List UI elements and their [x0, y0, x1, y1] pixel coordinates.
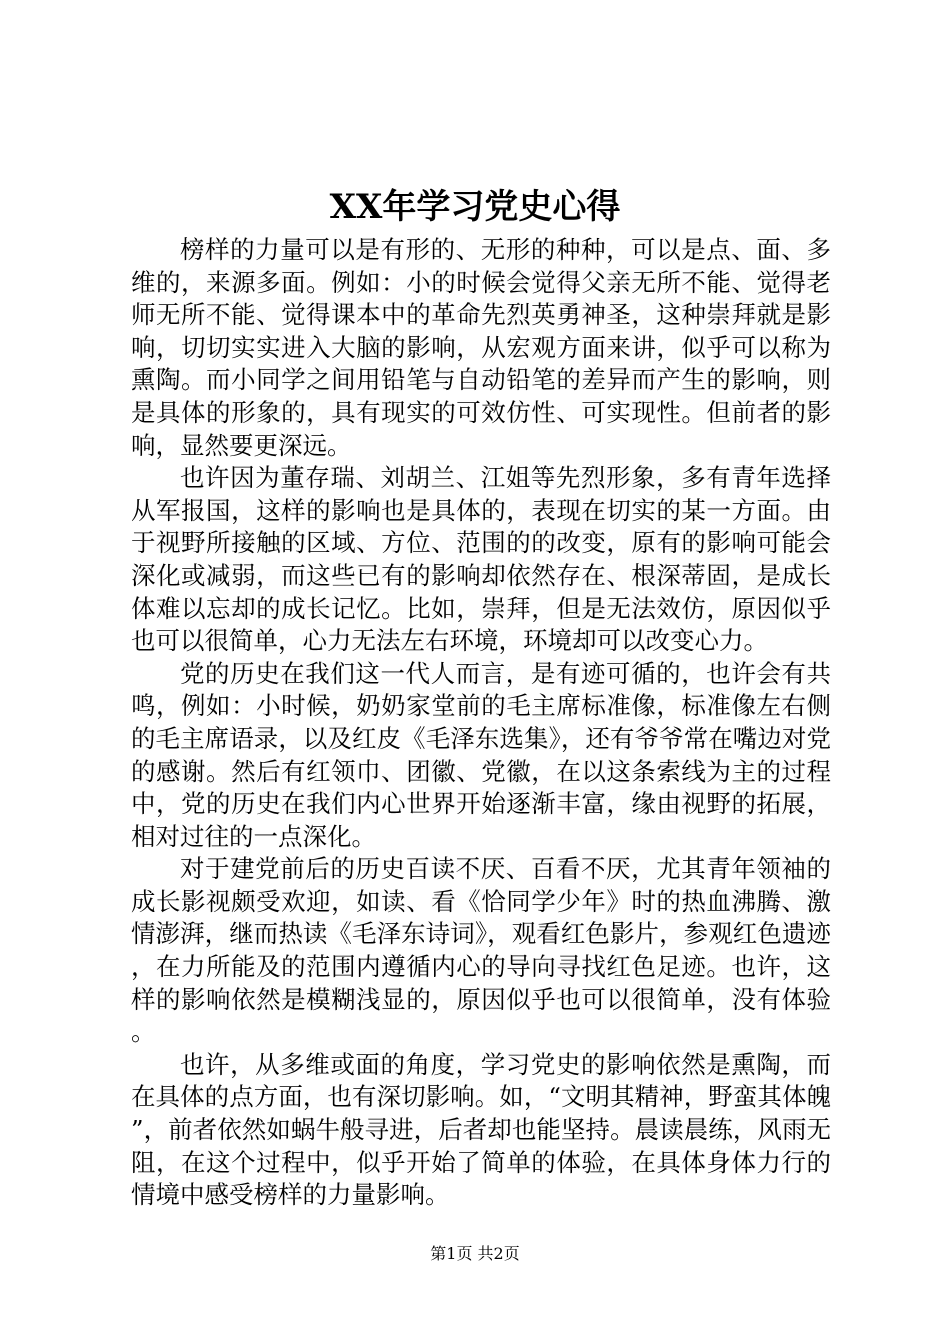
paragraph-5: 也许，从多维或面的角度，学习党史的影响依然是熏陶，而在具体的点方面，也有深切影响。如，“文明其精神，野蛮其体魄”，前者依然如蜗牛般寻进，后者却也能坚持。晨读晨练，风雨无阻，在这个过程中，似乎开始了简单的体验，在具体身体力行的情境中感受榜样的力量影响。 — [131, 1049, 831, 1210]
page-footer: 第1页 共2页 — [430, 1244, 520, 1263]
paragraph-4: 对于建党前后的历史百读不厌、百看不厌，尤其青年领袖的成长影视颇受欢迎，如读、看《恰同学少年》时的热血沸腾、激情澎湃，继而热读《毛泽东诗词》，观看红色影片，参观红色遗迹，在力所能及的范围内遵循内心的导向寻找红色足迹。也许，这样的影响依然是模糊浅显的，原因似乎也可以很简单，没有体验。 — [131, 854, 831, 1047]
paragraph-2: 也许因为董存瑞、刘胡兰、江姐等先烈形象，多有青年选择从军报国，这样的影响也是具体的，表现在切实的某一方面。由于视野所接触的区域、方位、范围的的改变，原有的影响可能会深化或减弱，而这些已有的影响却依然存在、根深蒂固，是成长体难以忘却的成长记忆。比如，崇拜，但是无法效仿，原因似乎也可以很简单，心力无法左右环境，环境却可以改变心力。 — [131, 463, 831, 656]
paragraph-3: 党的历史在我们这一代人而言，是有迹可循的，也许会有共鸣，例如：小时候，奶奶家堂前的毛主席标准像，标准像左右侧的毛主席语录，以及红皮《毛泽东选集》，还有爷爷常在嘴边对党的感谢。然后有红领巾、团徽、党徽，在以这条索线为主的过程中，党的历史在我们内心世界开始逐渐丰富，缘由视野的拓展，相对过往的一点深化。 — [131, 658, 831, 851]
document-title: XX年学习党史心得 — [329, 187, 621, 227]
paragraph-1: 榜样的力量可以是有形的、无形的种种，可以是点、面、多维的，来源多面。例如：小的时候会觉得父亲无所不能、觉得老师无所不能、觉得课本中的革命先烈英勇神圣，这种崇拜就是影响，切切实实进入大脑的影响，从宏观方面来讲，似乎可以称为熏陶。而小同学之间用铅笔与自动铅笔的差异而产生的影响，则是具体的形象的，具有现实的可效仿性、可实现性。但前者的影响，显然要更深远。 — [131, 235, 831, 460]
document-body — [131, 234, 831, 1212]
